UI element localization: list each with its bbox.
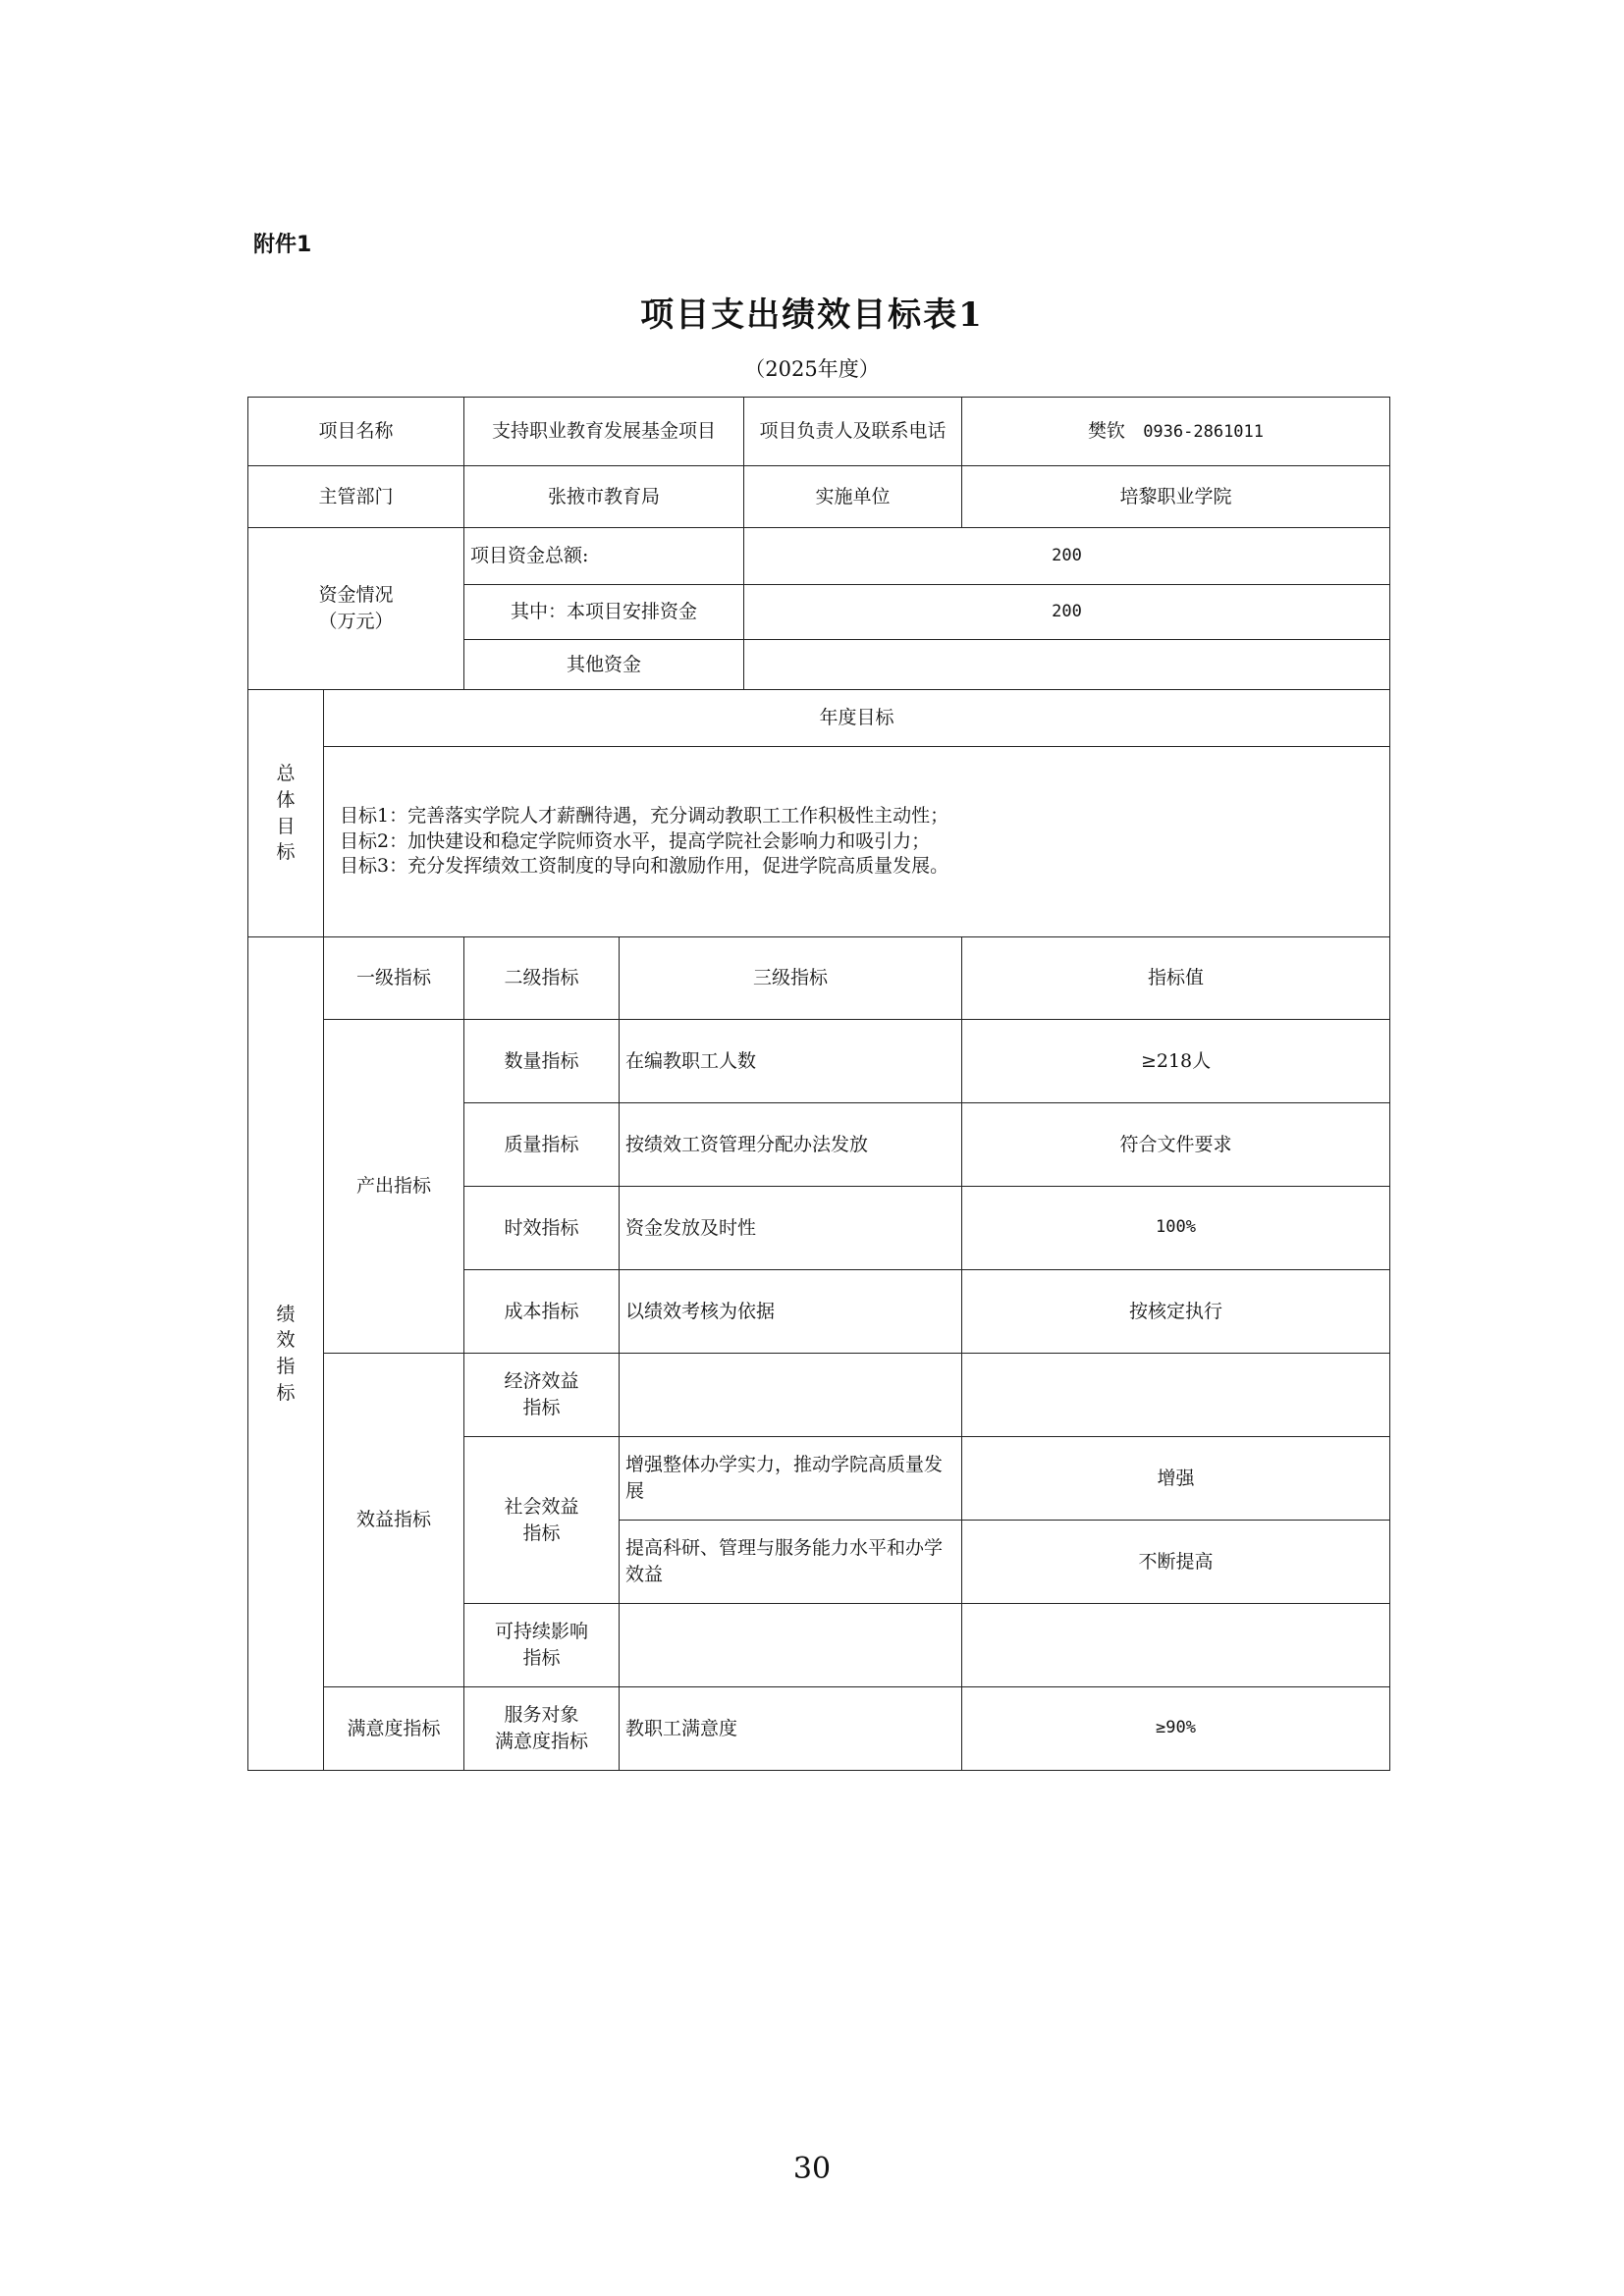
indicator-value: 不断提高 (962, 1521, 1390, 1604)
overall-goal-label (248, 690, 324, 937)
indicator-level3: 在编教职工人数 (620, 1020, 962, 1103)
impl-label: 实施单位 (744, 466, 962, 528)
funds-other-value (744, 640, 1390, 690)
funds-other-label: 其他资金 (464, 640, 744, 690)
indicator-level3: 增强整体办学实力，推动学院高质量发展 (620, 1437, 962, 1521)
label-line: 社会效益 (504, 1495, 579, 1518)
fiscal-year: （2025年度） (744, 357, 880, 381)
attachment-label: 附件1 (253, 233, 312, 257)
header-level2: 二级指标 (464, 937, 620, 1020)
contact-phone: 0936-2861011 (1143, 422, 1265, 443)
overall-char: 目 (276, 815, 296, 837)
indicator-level2: 质量指标 (464, 1103, 620, 1187)
goal-item: 目标3：充分发挥绩效工资制度的导向和激励作用，促进学院高质量发展。 (340, 855, 949, 878)
indicator-level2: 成本指标 (464, 1270, 620, 1354)
indicator-value: 100% (962, 1187, 1390, 1270)
header-value: 指标值 (962, 937, 1390, 1020)
funds-label: 资金情况 (318, 584, 394, 607)
label-line: 可持续影响 (495, 1621, 589, 1643)
annual-goal-header: 年度目标 (324, 690, 1390, 747)
label-line: 指标 (522, 1647, 561, 1669)
indicator-level3 (620, 1604, 962, 1687)
dept-label: 主管部门 (248, 466, 464, 528)
satisfaction-indicator-label: 满意度指标 (324, 1687, 464, 1771)
indicator-level3: 以绩效考核为依据 (620, 1270, 962, 1354)
label-line: 指标 (522, 1397, 561, 1418)
funds-label-cell (248, 528, 464, 690)
indicator-level3: 提高科研、管理与服务能力水平和办学效益 (620, 1521, 962, 1604)
indicator-value: 增强 (962, 1437, 1390, 1521)
social-benefit-label (464, 1437, 620, 1604)
indicator-level3: 教职工满意度 (620, 1687, 962, 1771)
indicator-level2: 时效指标 (464, 1187, 620, 1270)
page-number: 30 (792, 2152, 832, 2186)
funds-arranged-value: 200 (744, 585, 1390, 640)
indicator-level3 (620, 1354, 962, 1437)
project-name-value: 支持职业教育发展基金项目 (464, 398, 744, 466)
indicator-char: 指 (276, 1356, 296, 1377)
contact-value (962, 398, 1390, 466)
contact-name: 樊钦 (1088, 420, 1126, 443)
project-name-label: 项目名称 (248, 398, 464, 466)
performance-target-table (247, 397, 1390, 1771)
indicator-level3: 资金发放及时性 (620, 1187, 962, 1270)
indicator-value: 符合文件要求 (962, 1103, 1390, 1187)
indicator-value: 按核定执行 (962, 1270, 1390, 1354)
label-line: 经济效益 (504, 1370, 579, 1393)
funds-arranged-label: 其中：本项目安排资金 (464, 585, 744, 640)
overall-char: 标 (276, 841, 296, 864)
label-line: 服务对象 (504, 1704, 579, 1727)
funds-total-value: 200 (744, 528, 1390, 585)
indicator-char: 标 (276, 1381, 296, 1404)
indicator-value (962, 1354, 1390, 1437)
service-satisfaction-label (464, 1687, 620, 1771)
economic-benefit-label (464, 1354, 620, 1437)
funds-unit: （万元） (318, 611, 394, 632)
benefit-indicator-label: 效益指标 (324, 1354, 464, 1687)
performance-indicator-label (248, 937, 324, 1771)
contact-label: 项目负责人及联系电话 (744, 398, 962, 466)
annual-goals (324, 747, 1390, 937)
label-line: 满意度指标 (495, 1731, 589, 1752)
overall-char: 总 (276, 763, 296, 785)
indicator-value (962, 1604, 1390, 1687)
indicator-char: 效 (276, 1329, 296, 1352)
goal-item: 目标1：完善落实学院人才薪酬待遇，充分调动教职工工作积极性主动性； (340, 805, 949, 828)
dept-value: 张掖市教育局 (464, 466, 744, 528)
indicator-char: 绩 (276, 1303, 296, 1325)
funds-total-label: 项目资金总额: (464, 528, 744, 585)
indicator-level2: 数量指标 (464, 1020, 620, 1103)
page-title: 项目支出绩效目标表1 (640, 295, 984, 335)
label-line: 指标 (522, 1522, 561, 1544)
output-indicator-label: 产出指标 (324, 1020, 464, 1354)
goal-item: 目标2：加快建设和稳定学院师资水平，提高学院社会影响力和吸引力； (340, 829, 931, 852)
header-level1: 一级指标 (324, 937, 464, 1020)
indicator-value: ≥218人 (962, 1020, 1390, 1103)
indicator-value: ≥90% (962, 1687, 1390, 1771)
indicator-level3: 按绩效工资管理分配办法发放 (620, 1103, 962, 1187)
sustainable-impact-label (464, 1604, 620, 1687)
header-level3: 三级指标 (620, 937, 962, 1020)
impl-value: 培黎职业学院 (962, 466, 1390, 528)
overall-char: 体 (276, 788, 296, 811)
